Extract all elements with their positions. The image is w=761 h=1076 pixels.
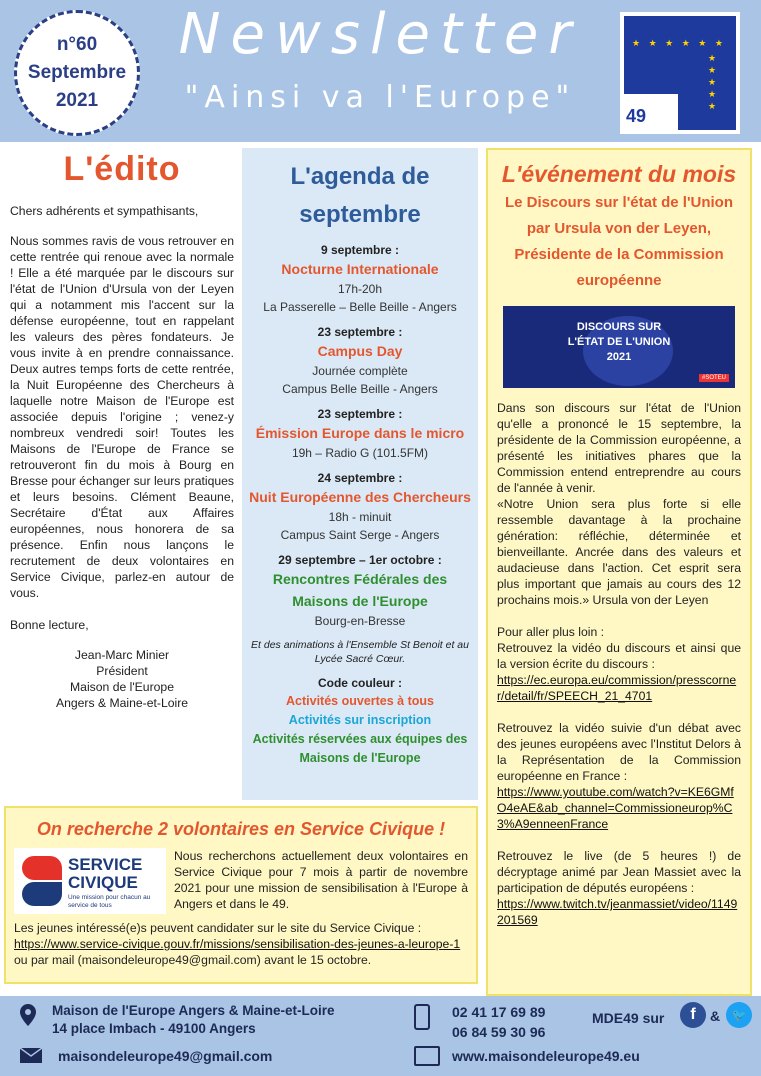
- address-line1: Maison de l'Europe Angers & Maine-et-Loire: [52, 1003, 335, 1018]
- event-of-month-section: [486, 148, 752, 996]
- phone-2: 06 84 59 30 96: [452, 1024, 546, 1040]
- phone-icon: [414, 1004, 430, 1030]
- logo-tagline: Une mission pour chacun au service de tous: [68, 894, 151, 909]
- agenda-note: Et des animations à l'Ensemble St Benoit et au Lycée Sacré Cœur.: [251, 639, 469, 665]
- issue-year: 2021: [55, 90, 99, 111]
- event-more1: Pour aller plus loin :: [497, 625, 605, 639]
- twitter-icon[interactable]: 🐦: [726, 1002, 752, 1028]
- event-date: 23 septembre :: [317, 407, 403, 421]
- event-date: 23 septembre :: [317, 325, 403, 339]
- header: [0, 0, 761, 142]
- event-date: 29 septembre – 1er octobre :: [278, 553, 442, 567]
- event-name: Émission Europe dans le micro: [255, 425, 465, 441]
- facebook-icon[interactable]: f: [680, 1002, 706, 1028]
- volunteers-apply: [14, 920, 468, 968]
- event-subtitle: Le Discours sur l'état de l'Union par Ursula von der Leyen, Présidente de la Commission européenne: [504, 194, 733, 289]
- sign-org: Maison de l'Europe: [70, 680, 174, 694]
- color-code-open: Activités ouvertes à tous: [286, 694, 434, 708]
- event-more2: Retrouvez la vidéo du discours et ainsi que la version écrite du discours :: [497, 641, 741, 671]
- web-icon: [414, 1046, 440, 1066]
- apply-text: Les jeunes intéressé(e)s peuvent candidater sur le site du Service Civique :: [14, 921, 422, 935]
- footer-website[interactable]: www.maisondeleurope49.eu: [452, 1048, 640, 1064]
- agenda-event: [248, 242, 472, 316]
- issue-number: n°60: [56, 34, 98, 55]
- sign-name: Jean-Marc Minier: [74, 648, 170, 662]
- apply-text-end: ou par mail (maisondeleurope49@gmail.com) avant le 15 octobre.: [14, 953, 372, 967]
- event-para2: Retrouvez la vidéo suivie d'un débat avec des jeunes européens avec l'Institut Delors à la Représentation de la Commission européenne en France :: [497, 721, 741, 783]
- agenda-event: [248, 324, 472, 398]
- event-quote: «Notre Union sera plus forte si elle ressemble davantage à la prochaine génération: réfléchie, déterminée et bienveillante. Ancrée dans des valeurs et audacieuse dans l'action. Cet esprit sera plus important que jamais au cours des 12 prochains mois.» Ursula von der Leyen: [497, 497, 741, 607]
- event-place: La Passerelle – Belle Beille - Angers: [263, 300, 457, 314]
- address-line2: 14 place Imbach - 49100 Angers: [52, 1021, 256, 1036]
- edito-title: L'édito: [63, 150, 181, 188]
- color-code-signup: Activités sur inscription: [288, 713, 432, 727]
- event-date: 24 septembre :: [317, 471, 403, 485]
- issue-month: Septembre: [27, 62, 127, 83]
- color-code-title: Code couleur :: [317, 676, 402, 690]
- footer-email[interactable]: maisondeleurope49@gmail.com: [58, 1048, 273, 1064]
- agenda-event: [248, 552, 472, 630]
- agenda-title: [248, 158, 472, 234]
- event-time: 19h – Radio G (101.5FM): [291, 446, 429, 460]
- volunteers-intro: Nous recherchons actuellement deux volontaires en Service Civique pour 7 mois à partir de novembre 2021 pour une mission de sensibilisation à l'Europe à Angers et dans le 49.: [174, 849, 468, 911]
- event-date: 9 septembre :: [320, 243, 400, 257]
- event-name: Campus Day: [317, 343, 403, 359]
- event-place: Campus Belle Beille - Angers: [282, 382, 438, 396]
- social-label: MDE49 sur: [592, 1010, 665, 1026]
- edito-closing: Bonne lecture,: [10, 618, 89, 632]
- stars-icon: ★ ★ ★ ★ ★ ★: [632, 38, 726, 48]
- event-time: Journée complète: [312, 364, 408, 378]
- event-name: Rencontres Fédérales des Maisons de l'Europe: [272, 571, 448, 609]
- event-para3: Retrouvez le live (de 5 heures !) de décryptage animé par Jean Massiet avec la participation de députés européens :: [497, 849, 741, 895]
- address: [52, 1002, 335, 1038]
- location-pin-icon: [20, 1004, 36, 1026]
- twitch-link[interactable]: https://www.twitch.tv/jeanmassiet/video/1149201569: [497, 897, 738, 927]
- edito-signature: [10, 647, 234, 711]
- social-amp: &: [710, 1008, 721, 1024]
- agenda-title-line2: septembre: [299, 201, 421, 228]
- phone-1: 02 41 17 69 89: [452, 1004, 546, 1020]
- banner-line1: DISCOURS SUR: [576, 321, 662, 333]
- event-time: 18h - minuit: [328, 510, 392, 524]
- volunteers-title: On recherche 2 volontaires en Service Civique !: [36, 819, 446, 839]
- mail-icon: [20, 1048, 42, 1063]
- youtube-link[interactable]: https://www.youtube.com/watch?v=KE6GMfO4eAE&ab_channel=Commissioneurop%C3%A9enneenFrance: [497, 785, 734, 831]
- service-civique-logo: [14, 848, 166, 914]
- event-title: L'événement du mois: [501, 161, 737, 187]
- banner-line3: 2021: [606, 351, 632, 363]
- sign-role: Président: [96, 664, 148, 678]
- agenda-event: [248, 470, 472, 544]
- agenda-title-line1: L'agenda de: [290, 163, 430, 190]
- phones: [452, 1002, 545, 1042]
- event-time: 17h-20h: [337, 282, 383, 296]
- issue-badge: [14, 10, 140, 136]
- logo-line2: CIVIQUE: [68, 873, 138, 892]
- footer: [0, 996, 761, 1076]
- event-para1: Dans son discours sur l'état de l'Union qu'elle a prononcé le 15 septembre, la présidente de la Commission européenne, a présenté les initiatives phares que la Commission entend entreprendre au cours de l'année à venir.: [497, 401, 741, 495]
- agenda-section: [242, 148, 478, 800]
- edito-body: Nous sommes ravis de vous retrouver en cette rentrée qui renoue avec la normale ! Elle a été marquée par le discours sur l'état de l'Union d'Ursula von der Leyen qui a notamment mis l'accent sur la défense européenne, tout en rappelant les valeurs des pères fondateurs. Je vous invite à en prendre connaissance. Deux autres temps forts de cette rentrée, la Nuit Européenne des Chercheurs à laquelle notre Maison de l'Europe est associée depuis l'origine ; venez-y nombreux vendredi soir! Toutes les Maisons de l'Europe de France se retrouveront fin du mois à Bourg en Bresse pour échanger sur leurs pratiques et leurs besoins. Clément Beaune, Secrétaire d'État aux Affaires européennes, nous honorera de sa présence. Enfin nous lançons le recrutement de deux volontaires en Service Civique, parlez-en autour de vous.: [10, 234, 234, 600]
- color-code-reserved: Activités réservées aux équipes des Maisons de l'Europe: [252, 732, 468, 765]
- newsletter-subtitle: "Ainsi va l'Europe": [184, 80, 576, 115]
- volunteers-section: [4, 806, 478, 984]
- newsletter-title: Newsletter: [178, 2, 582, 67]
- banner-line2: L'ÉTAT DE L'UNION: [567, 336, 671, 348]
- event-name: Nocturne Internationale: [281, 261, 439, 277]
- service-civique-link[interactable]: https://www.service-civique.gouv.fr/missions/sensibilisation-des-jeunes-a-leurope-1: [14, 937, 461, 951]
- stars-icon: ★ ★ ★ ★ ★: [708, 53, 717, 111]
- edito-section: [10, 150, 234, 711]
- event-name: Nuit Européenne des Chercheurs: [249, 489, 471, 505]
- maison-europe-logo: [620, 12, 740, 134]
- sign-place: Angers & Maine-et-Loire: [55, 696, 189, 710]
- speech-link[interactable]: https://ec.europa.eu/commission/presscorner/detail/fr/SPEECH_21_4701: [497, 673, 737, 703]
- banner-tag: #SOTEU: [699, 374, 729, 382]
- soteu-banner: [503, 306, 735, 388]
- event-time: Bourg-en-Bresse: [314, 614, 406, 628]
- logo-line1: SERVICE: [68, 855, 143, 874]
- agenda-event: [248, 406, 472, 462]
- edito-greeting: Chers adhérents et sympathisants,: [10, 204, 199, 218]
- logo-number: 49: [626, 106, 647, 126]
- event-place: Campus Saint Serge - Angers: [280, 528, 440, 542]
